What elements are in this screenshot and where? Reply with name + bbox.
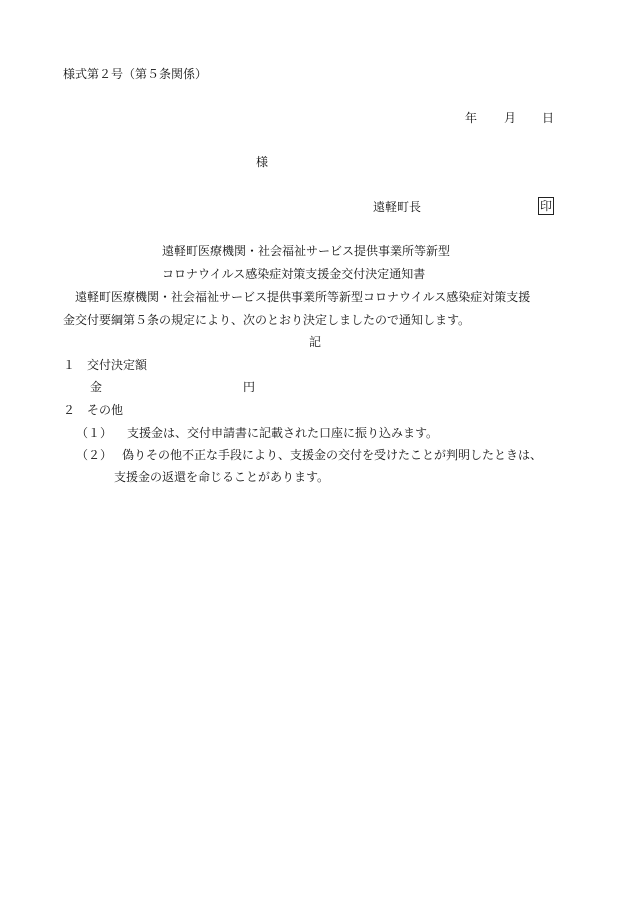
addressee-suffix: 様 bbox=[256, 155, 269, 169]
section-1-number: １ bbox=[63, 358, 76, 372]
amount-kin-label: 金 bbox=[90, 380, 103, 394]
item-2-text: 偽りその他不正な手段により、支援金の交付を受けたことが判明したときは、 bbox=[122, 448, 543, 462]
date-year-label: 年 bbox=[465, 111, 478, 125]
form-number: 様式第２号（第５条関係） bbox=[63, 67, 208, 81]
title-line-1: 遠軽町医療機関・社会福祉サービス提供事業所等新型 bbox=[162, 244, 451, 258]
issuer-name: 遠軽町長 bbox=[373, 200, 422, 214]
seal-box bbox=[538, 197, 554, 215]
item-2-text-continued: 支援金の返還を命じることがあります。 bbox=[114, 470, 330, 484]
item-1-number: （１） bbox=[76, 426, 113, 440]
intro-line-2: 金交付要綱第５条の規定により、次のとおり決定しましたので通知します。 bbox=[63, 313, 471, 327]
section-1-label: 交付決定額 bbox=[87, 358, 148, 372]
section-2-label: その他 bbox=[87, 403, 124, 417]
section-2-number: ２ bbox=[63, 403, 76, 417]
seal-label: 印 bbox=[540, 199, 553, 213]
item-1-text: 支援金は、交付申請書に記載された口座に振り込みます。 bbox=[127, 426, 439, 440]
intro-line-1: 遠軽町医療機関・社会福祉サービス提供事業所等新型コロナウイルス感染症対策支援 bbox=[75, 290, 531, 304]
date-month-label: 月 bbox=[504, 111, 517, 125]
amount-yen-label: 円 bbox=[243, 380, 256, 394]
date-day-label: 日 bbox=[542, 111, 555, 125]
title-line-2: コロナウイルス感染症対策支援金交付決定通知書 bbox=[162, 267, 426, 281]
item-2-number: （２） bbox=[76, 448, 113, 462]
ki-heading: 記 bbox=[309, 335, 322, 349]
